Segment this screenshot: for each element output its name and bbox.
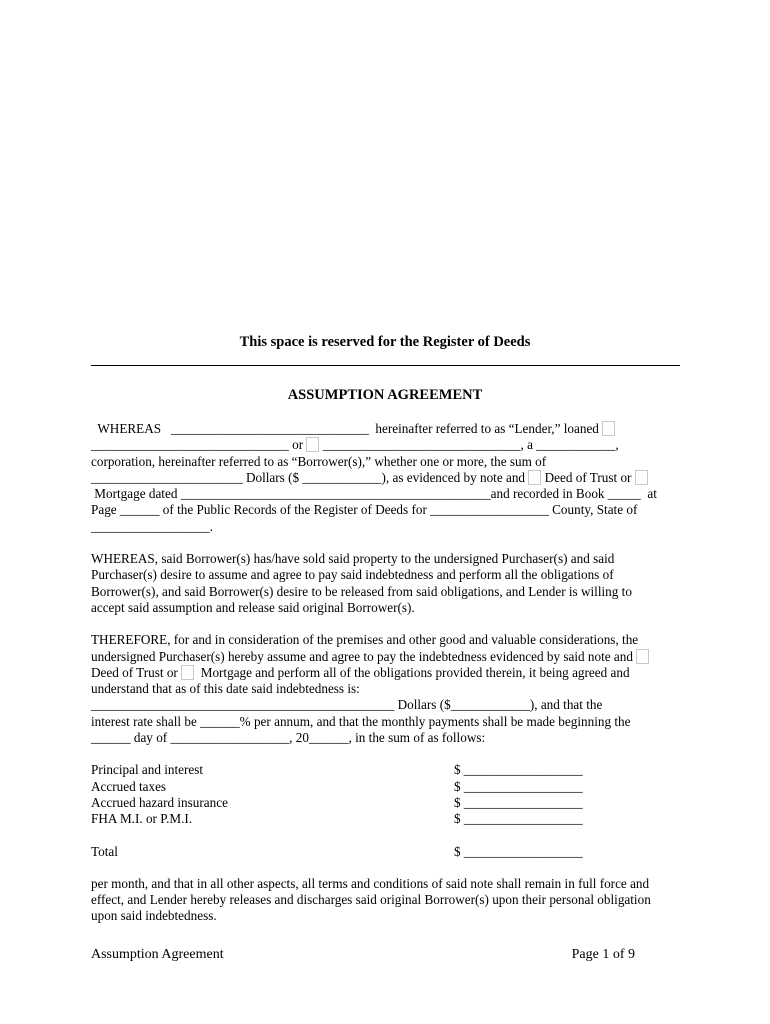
footer-page-number: Page 1 of 9: [571, 947, 635, 962]
payment-amount: $ __________________: [454, 778, 583, 794]
therefore-paragraph: [91, 632, 691, 746]
payment-row: [91, 795, 691, 811]
text-line: Mortgage dated _______________________________________________and recorded in Book _____ at: [91, 486, 657, 502]
whereas-borrower-paragraph: [91, 551, 691, 616]
footer-document-name: Assumption Agreement: [91, 947, 224, 962]
total-row: [91, 844, 691, 860]
text-line: Purchaser(s) desire to assume and agree to pay said indebtedness and perform all the obligations of: [91, 567, 614, 583]
text-line: per month, and that in all other aspects, all terms and conditions of said note shall remain in full force and: [91, 875, 650, 891]
payment-label: FHA M.I. or P.M.I.: [91, 811, 193, 827]
text-line: Deed of Trust or: [91, 664, 182, 680]
payment-amount: $ __________________: [454, 811, 583, 827]
text-line: ______________________________, a ____________,: [319, 437, 619, 453]
text-line: Page ______ of the Public Records of the Register of Deeds for __________________ County, State of: [91, 502, 638, 518]
text-line: _______________________ Dollars ($ ____________), as evidenced by note and: [91, 469, 529, 485]
text-line: THEREFORE, for and in consideration of the premises and other good and valuable considerations, the: [91, 632, 639, 648]
text-line: corporation, hereinafter referred to as “Borrower(s),” whether one or more, the sum of: [91, 453, 547, 469]
text-line: WHEREAS ______________________________ hereinafter referred to as “Lender,” loaned: [91, 421, 603, 436]
text-line: undersigned Purchaser(s) hereby assume and agree to pay the indebtedness evidenced by said note and: [91, 648, 637, 664]
text-line: understand that as of this date said indebtedness is:: [91, 681, 360, 697]
horizontal-rule: [91, 365, 680, 366]
payment-row: [91, 762, 691, 778]
text-line: upon said indebtedness.: [91, 908, 217, 924]
payment-row: [91, 779, 691, 795]
payment-amount: $ __________________: [454, 762, 583, 778]
text-line: effect, and Lender hereby releases and discharges said original Borrower(s) upon their personal obligation: [91, 892, 651, 908]
text-line: ______ day of __________________, 20______, in the sum of as follows:: [91, 730, 486, 746]
text-line: Borrower(s), and said Borrower(s) desire to be released from said obligations, and Lender is willing to: [91, 583, 632, 599]
register-of-deeds-heading: This space is reserved for the Register of Deeds: [239, 334, 531, 350]
payment-label: Accrued taxes: [91, 778, 167, 794]
text-line: ______________________________ or: [91, 437, 307, 453]
text-line: __________________.: [91, 518, 213, 534]
total-label: Total: [91, 843, 118, 859]
payment-label: Accrued hazard insurance: [91, 794, 228, 810]
total-amount: $ __________________: [454, 843, 583, 859]
checkbox-mortgage[interactable]: [635, 470, 648, 485]
document-title: ASSUMPTION AGREEMENT: [287, 387, 483, 403]
text-line: Deed of Trust or: [541, 469, 635, 485]
payment-breakdown: [91, 762, 691, 859]
text-line: Mortgage and perform all of the obligations provided therein, it being agreed and: [194, 664, 630, 680]
checkbox-mortgage-2[interactable]: [181, 665, 194, 680]
whereas-lender-paragraph: [91, 421, 691, 535]
text-line: accept said assumption and release said original Borrower(s).: [91, 599, 415, 615]
text-line: interest rate shall be ______% per annum, and that the monthly payments shall be made beginning the: [91, 713, 631, 729]
text-line: ______________________________________________ Dollars ($____________), and that the: [91, 697, 603, 713]
checkbox-deed-of-trust[interactable]: [528, 470, 541, 485]
text-line: WHEREAS, said Borrower(s) has/have sold said property to the undersigned Purchaser(s) and said: [91, 551, 615, 567]
payment-row: [91, 811, 691, 827]
agreement-body: [91, 421, 691, 925]
checkbox-note-and[interactable]: [636, 649, 649, 664]
payment-amount: $ __________________: [454, 794, 583, 810]
per-month-paragraph: [91, 876, 691, 925]
payment-label: Principal and interest: [91, 762, 204, 778]
checkbox-borrower-or[interactable]: [306, 437, 319, 452]
checkbox-lender[interactable]: [602, 421, 615, 436]
